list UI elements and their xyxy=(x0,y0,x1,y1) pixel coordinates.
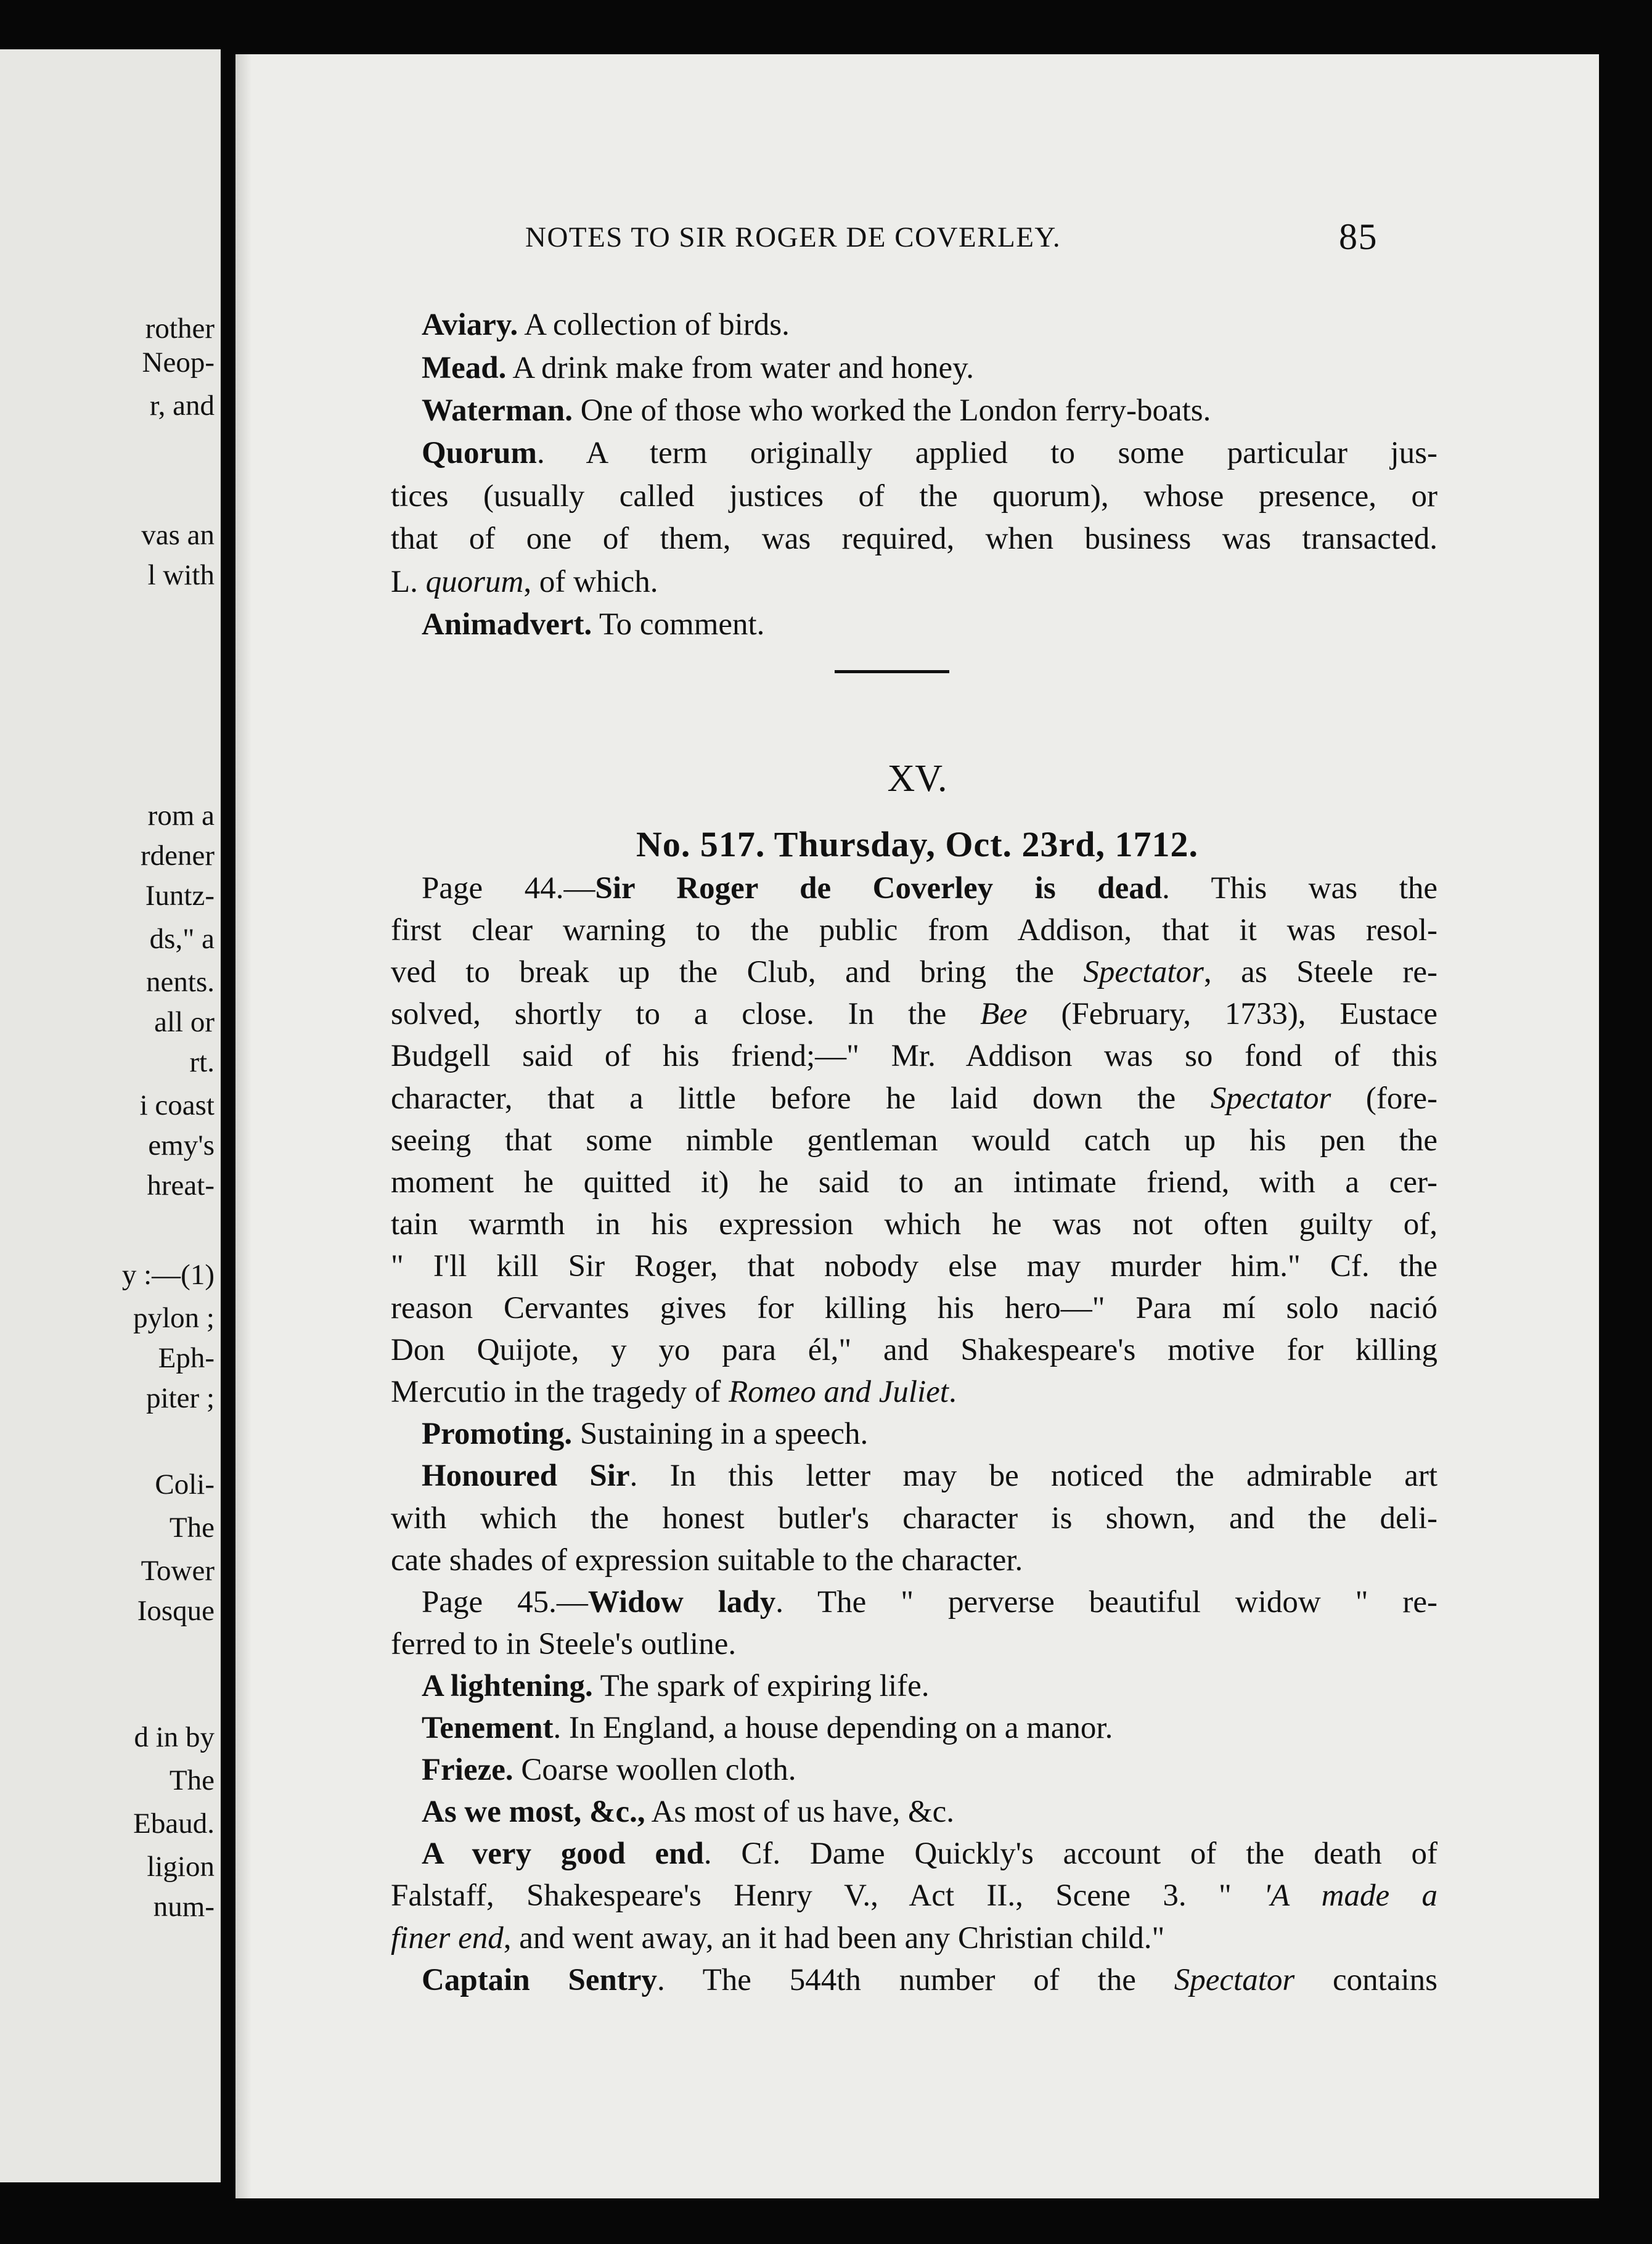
entry-text: Mercutio in the tragedy of xyxy=(391,1375,729,1409)
left-page-fragment-text: num- xyxy=(153,1891,215,1923)
note-line xyxy=(422,1419,1437,1450)
left-page-fragment-text: l with xyxy=(147,559,215,591)
entry-text: character, that a little before he laid down the xyxy=(391,1081,1211,1116)
left-page-fragment-text: The xyxy=(169,1512,215,1544)
left-page-fragment-text: rdener xyxy=(140,840,215,872)
note-line xyxy=(391,1335,1437,1366)
left-page-fragment-text: Tower xyxy=(141,1555,215,1587)
entry-term: Honoured Sir xyxy=(422,1459,630,1493)
entry-text: , and went away, an it had been any Christian child." xyxy=(503,1921,1165,1955)
left-page-fragment-text: i coast xyxy=(139,1089,215,1121)
note-line xyxy=(391,1125,1437,1157)
left-page-fragment-text: Neop- xyxy=(142,346,215,379)
entry-text: solved, shortly to a close. In the xyxy=(391,997,981,1031)
left-page-fragment-text: rom a xyxy=(147,800,215,832)
note-line xyxy=(422,1587,1437,1618)
entry-text: . Cf. Dame Quickly's account of the death of xyxy=(703,1837,1437,1871)
note-line xyxy=(422,873,1437,904)
note-line xyxy=(391,999,1437,1030)
entry-text: seeing that some nimble gentleman would catch up his pen the xyxy=(391,1123,1437,1158)
note-line xyxy=(422,1796,1437,1828)
entry-term: A lightening. xyxy=(422,1669,593,1703)
left-page-fragment-text: Ebaud. xyxy=(133,1808,215,1840)
glossary-line xyxy=(391,567,1437,598)
entry-term: Tenement xyxy=(422,1711,554,1745)
note-line xyxy=(422,1755,1437,1786)
glossary-line xyxy=(422,353,1437,384)
note-line xyxy=(391,957,1437,988)
entry-text: , as Steele re- xyxy=(1203,955,1437,989)
note-line xyxy=(422,1671,1437,1702)
note-line xyxy=(422,1965,1437,1996)
left-page-fragment-text: pylon ; xyxy=(133,1302,215,1334)
entry-text: ferred to in Steele's outline. xyxy=(391,1627,737,1661)
entry-text: moment he quitted it) he said to an intimate friend, with a cer- xyxy=(391,1165,1437,1200)
left-page-fragment-text: Eph- xyxy=(158,1342,215,1374)
entry-text: ved to break up the Club, and bring the xyxy=(391,955,1084,989)
entry-text: One of those who worked the London ferry-boats. xyxy=(573,393,1211,428)
entry-text: tices (usually called justices of the quorum), whose presence, or xyxy=(391,479,1437,514)
note-line xyxy=(422,1713,1437,1744)
entry-term: Aviary. xyxy=(422,308,518,342)
entry-text: The spark of expiring life. xyxy=(592,1669,930,1703)
entry-text: . The " perverse beautiful widow " re- xyxy=(775,1585,1437,1620)
glossary-line xyxy=(422,309,1437,341)
entry-text: Page 45.— xyxy=(422,1585,588,1620)
entry-term: Quorum xyxy=(422,436,538,470)
note-line xyxy=(391,1629,1437,1660)
left-page-fragment-text: r, and xyxy=(149,390,215,422)
entry-term: Mead. xyxy=(422,351,507,385)
left-page-fragment-text: piter ; xyxy=(146,1382,215,1414)
italic-text: Spectator xyxy=(1210,1081,1331,1116)
entry-term: Captain Sentry xyxy=(422,1963,658,1997)
left-page-fragment-text: nents. xyxy=(146,966,215,998)
entry-text: contains xyxy=(1294,1963,1437,1997)
note-line xyxy=(391,1503,1437,1534)
left-page-fragment-text: The xyxy=(169,1764,215,1796)
note-line xyxy=(391,1545,1437,1576)
note-line xyxy=(391,1083,1437,1115)
left-page-fragment-text: Iuntz- xyxy=(145,880,215,912)
note-line xyxy=(391,1923,1437,1954)
entry-text: Page 44.— xyxy=(422,871,595,906)
note-line xyxy=(391,1167,1437,1198)
entry-term: Sir Roger de Coverley is dead xyxy=(595,871,1163,906)
left-page-fragment-text: y :—(1) xyxy=(121,1259,215,1291)
left-page-fragment-text: rother xyxy=(145,313,215,345)
entry-term: Widow lady xyxy=(587,1585,776,1620)
section-rule xyxy=(835,670,949,673)
left-page-fragment-text: ds," a xyxy=(149,923,215,955)
entry-term: Frieze. xyxy=(422,1753,513,1787)
italic-text: quorum xyxy=(425,565,524,599)
entry-text: cate shades of expression suitable to the character. xyxy=(391,1543,1023,1578)
entry-text: To comment. xyxy=(592,607,765,642)
note-line xyxy=(391,1209,1437,1240)
gutter-shadow xyxy=(235,54,251,2198)
entry-text: tain warmth in his expression which he was not often guilty of, xyxy=(391,1207,1437,1242)
left-page-fragment-text: emy's xyxy=(148,1129,215,1161)
entry-text: Falstaff, Shakespeare's Henry V., Act II., Scene 3. " xyxy=(391,1878,1264,1913)
entry-text: . In England, a house depending on a manor. xyxy=(553,1711,1113,1745)
entry-text: that of one of them, was required, when business was transacted. xyxy=(391,522,1437,556)
left-page-fragment-text: hreat- xyxy=(147,1169,215,1202)
issue-heading: No. 517. Thursday, Oct. 23rd, 1712. xyxy=(636,824,1199,864)
left-page-fragment-text: Coli- xyxy=(155,1468,215,1501)
glossary-line xyxy=(422,609,1437,641)
entry-text: , of which. xyxy=(523,565,658,599)
entry-text: As most of us have, &c. xyxy=(645,1795,955,1829)
entry-text: Budgell said of his friend;—" Mr. Addison was so fond of this xyxy=(391,1039,1437,1073)
italic-text: Spectator xyxy=(1174,1963,1295,1997)
entry-text: Coarse woollen cloth. xyxy=(513,1753,796,1787)
left-page-fragment-text: rt. xyxy=(189,1046,215,1078)
entry-text: L. xyxy=(391,565,426,599)
entry-term: As we most, &c., xyxy=(422,1795,645,1829)
left-page-fragment-text: d in by xyxy=(134,1721,215,1753)
note-line xyxy=(391,1293,1437,1324)
entry-text: with which the honest butler's character is shown, and the deli- xyxy=(391,1501,1437,1536)
left-page-fragment-text: vas an xyxy=(141,519,215,551)
italic-text: Romeo and Juliet xyxy=(729,1375,949,1409)
entry-text: . This was the xyxy=(1162,871,1438,906)
entry-text: Sustaining in a speech. xyxy=(572,1417,869,1451)
entry-text: first clear warning to the public from Addison, that it was resol- xyxy=(391,913,1437,948)
note-line xyxy=(422,1838,1437,1870)
left-page-fragment-text: Iosque xyxy=(137,1595,215,1627)
note-line xyxy=(391,1251,1437,1282)
entry-text: " I'll kill Sir Roger, that nobody else may murder him." Cf. the xyxy=(391,1249,1437,1284)
left-page-fragment xyxy=(0,49,221,2182)
italic-text: Bee xyxy=(980,997,1028,1031)
entry-text: A collection of birds. xyxy=(518,308,790,342)
note-line xyxy=(391,915,1437,946)
note-line xyxy=(391,1377,1437,1408)
entry-text: A drink make from water and honey. xyxy=(506,351,975,385)
glossary-line xyxy=(391,523,1437,555)
entry-text: . xyxy=(948,1375,957,1409)
glossary-line xyxy=(422,395,1437,427)
entry-text: Don Quijote, y yo para él," and Shakespeare's motive for killing xyxy=(391,1333,1437,1367)
left-page-fragment-text: ligion xyxy=(147,1851,215,1883)
italic-text: 'A made a xyxy=(1264,1878,1437,1913)
entry-text: . The 544th number of the xyxy=(657,1963,1174,1997)
book-page xyxy=(235,54,1599,2198)
entry-term: Promoting. xyxy=(422,1417,573,1451)
italic-text: Spectator xyxy=(1083,955,1204,989)
entry-text: (February, 1733), Eustace xyxy=(1027,997,1437,1031)
entry-text: . In this letter may be noticed the admirable art xyxy=(629,1459,1438,1493)
glossary-line xyxy=(391,481,1437,512)
note-line xyxy=(391,1041,1437,1072)
left-page-fragment-text: all or xyxy=(154,1006,215,1038)
section-numeral: XV. xyxy=(887,758,947,800)
entry-term: Waterman. xyxy=(422,393,573,428)
entry-text: (fore- xyxy=(1331,1081,1437,1116)
note-line xyxy=(422,1460,1437,1492)
entry-text: . A term originally applied to some particular jus- xyxy=(537,436,1437,470)
entry-text: reason Cervantes gives for killing his hero—" Para mí solo nació xyxy=(391,1291,1437,1325)
entry-term: A very good end xyxy=(422,1837,704,1871)
page-number: 85 xyxy=(1339,216,1378,257)
glossary-line xyxy=(422,438,1437,469)
note-line xyxy=(391,1880,1437,1912)
italic-text: finer end xyxy=(391,1921,504,1955)
entry-term: Animadvert. xyxy=(422,607,592,642)
running-head: NOTES TO SIR ROGER DE COVERLEY. xyxy=(525,221,1061,253)
